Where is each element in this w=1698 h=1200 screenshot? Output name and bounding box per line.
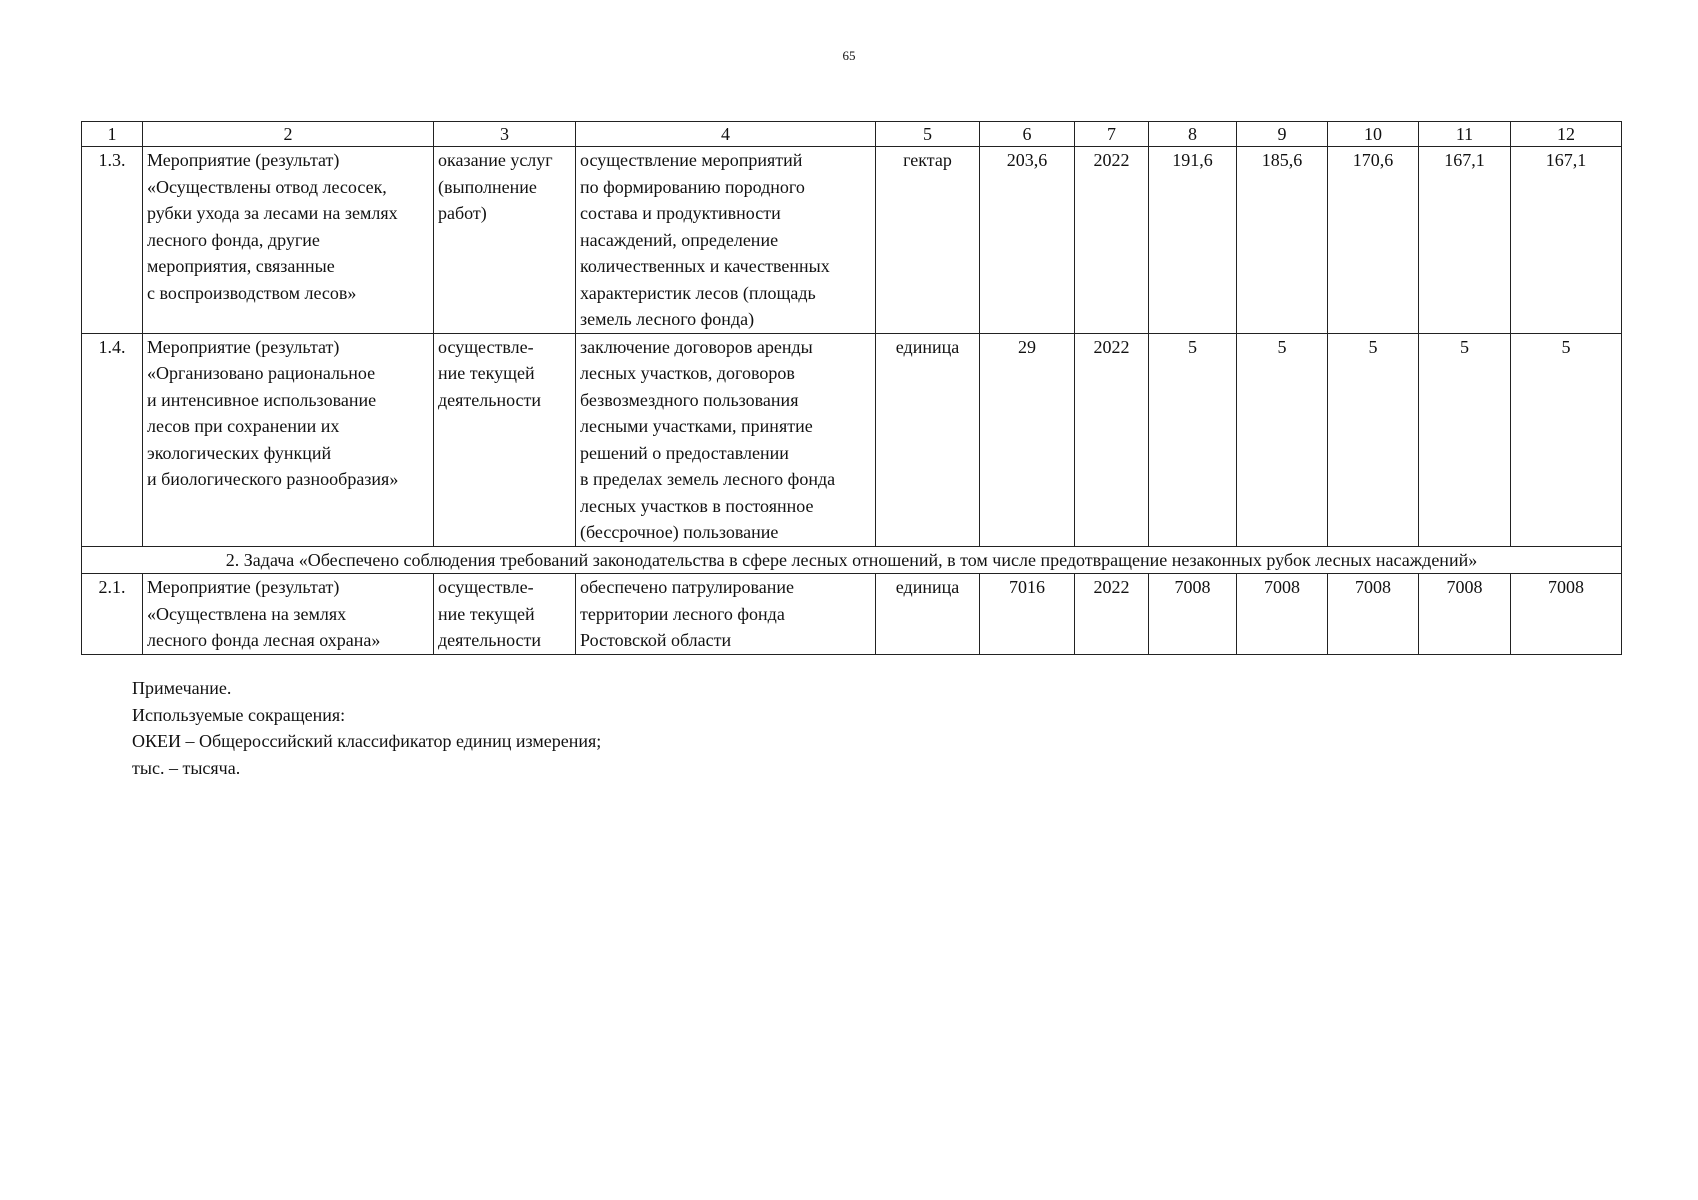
text-line: осуществле- (438, 336, 534, 357)
row-number: 1.4. (82, 333, 143, 546)
text-line: лесными участками, принятие (580, 416, 813, 436)
task-title: 2. Задача «Обеспечено соблюдения требований законодательства в сфере лесных отношений, в том числе предотвращение незаконных рубок лесных насаждений» (82, 546, 1622, 574)
text-line: Мероприятие (результат) (147, 336, 340, 357)
value-cell: 167,1 (1419, 147, 1511, 334)
value-cell: 5 (1328, 333, 1419, 546)
text-line: количественных и качественных (580, 256, 830, 276)
header-cell: 3 (434, 122, 576, 147)
header-cell: 8 (1149, 122, 1237, 147)
base-value-cell: 29 (980, 333, 1075, 546)
value-cell: 5 (1149, 333, 1237, 546)
value-cell: 185,6 (1237, 147, 1328, 334)
text-line: деятельности (438, 630, 542, 650)
text-line: по формированию породного (580, 176, 805, 197)
text-line: в пределах земель лесного фонда (580, 469, 836, 489)
header-row (82, 122, 1622, 147)
result-name (143, 574, 434, 655)
results-table (81, 121, 1622, 655)
text-line: состава и продуктивности (580, 203, 781, 223)
text-line: насаждений, определение (580, 229, 779, 250)
task-row (82, 546, 1622, 574)
text-line: и интенсивное использование (147, 389, 377, 410)
value-cell: 7008 (1419, 574, 1511, 655)
text-line: ние текущей (438, 603, 535, 624)
text-line: безвозмездного пользования (580, 389, 799, 410)
base-value-cell: 203,6 (980, 147, 1075, 334)
value-cell: 7008 (1328, 574, 1419, 655)
result-characteristic (576, 333, 876, 546)
text-line: экологических функций (147, 442, 332, 463)
text-line: лесных участков, договоров (580, 363, 795, 383)
text-line: работ) (438, 203, 487, 223)
note-item: тыс. – тысяча. (132, 757, 241, 778)
value-cell: 5 (1511, 333, 1622, 546)
text-line: и биологического разнообразия» (147, 469, 399, 489)
text-line: ние текущей (438, 363, 535, 383)
row-number: 1.3. (82, 147, 143, 334)
text-line: лесов при сохранении их (147, 416, 340, 436)
text-line: мероприятия, связанные (147, 256, 335, 276)
table-row (82, 574, 1622, 655)
notes-section (132, 675, 601, 781)
header-cell: 7 (1075, 122, 1149, 147)
text-line: характеристик лесов (площадь (580, 282, 816, 303)
base-year-cell: 2022 (1075, 574, 1149, 655)
value-cell: 7008 (1149, 574, 1237, 655)
text-line: заключение договоров аренды (580, 336, 813, 357)
text-line: деятельности (438, 389, 542, 410)
unit-cell: гектар (876, 147, 980, 334)
header-cell: 12 (1511, 122, 1622, 147)
value-cell: 7008 (1237, 574, 1328, 655)
header-cell: 6 (980, 122, 1075, 147)
result-type (434, 333, 576, 546)
header-cell: 11 (1419, 122, 1511, 147)
base-year-cell: 2022 (1075, 333, 1149, 546)
text-line: с воспроизводством лесов» (147, 282, 357, 303)
text-line: Мероприятие (результат) (147, 150, 340, 170)
text-line: обеспечено патрулирование (580, 577, 795, 597)
value-cell: 167,1 (1511, 147, 1622, 334)
row-number: 2.1. (82, 574, 143, 655)
note-item: ОКЕИ – Общероссийский классификатор единиц измерения; (132, 731, 602, 751)
text-line: осуществление мероприятий (580, 150, 803, 170)
text-line: «Осуществлена на землях (147, 603, 347, 624)
text-line: лесного фонда, другие (147, 229, 320, 250)
text-line: территории лесного фонда (580, 603, 785, 624)
result-type (434, 574, 576, 655)
header-cell: 10 (1328, 122, 1419, 147)
table-row (82, 333, 1622, 546)
text-line: «Осуществлены отвод лесосек, (147, 176, 387, 197)
base-year-cell: 2022 (1075, 147, 1149, 334)
value-cell: 7008 (1511, 574, 1622, 655)
text-line: Мероприятие (результат) (147, 577, 340, 597)
header-cell: 4 (576, 122, 876, 147)
text-line: рубки ухода за лесами на землях (147, 203, 398, 223)
header-cell: 9 (1237, 122, 1328, 147)
result-characteristic (576, 147, 876, 334)
text-line: земель лесного фонда) (580, 309, 755, 329)
text-line: «Организовано рациональное (147, 363, 376, 383)
notes-title: Примечание. (132, 678, 232, 698)
text-line: оказание услуг (438, 150, 553, 170)
value-cell: 5 (1237, 333, 1328, 546)
text-line: лесного фонда лесная охрана» (147, 630, 381, 650)
table-row (82, 147, 1622, 334)
value-cell: 5 (1419, 333, 1511, 546)
text-line: Ростовской области (580, 630, 732, 650)
text-line: (выполнение (438, 176, 537, 197)
result-name (143, 333, 434, 546)
result-name (143, 147, 434, 334)
header-cell: 5 (876, 122, 980, 147)
result-type (434, 147, 576, 334)
base-value-cell: 7016 (980, 574, 1075, 655)
result-characteristic (576, 574, 876, 655)
value-cell: 170,6 (1328, 147, 1419, 334)
header-cell: 1 (82, 122, 143, 147)
text-line: осуществле- (438, 577, 534, 597)
notes-subtitle: Используемые сокращения: (132, 704, 346, 725)
text-line: (бессрочное) пользование (580, 522, 779, 542)
text-line: лесных участков в постоянное (580, 495, 814, 516)
header-cell: 2 (143, 122, 434, 147)
unit-cell: единица (876, 574, 980, 655)
page-number: 65 (842, 48, 856, 63)
value-cell: 191,6 (1149, 147, 1237, 334)
text-line: решений о предоставлении (580, 442, 789, 463)
unit-cell: единица (876, 333, 980, 546)
